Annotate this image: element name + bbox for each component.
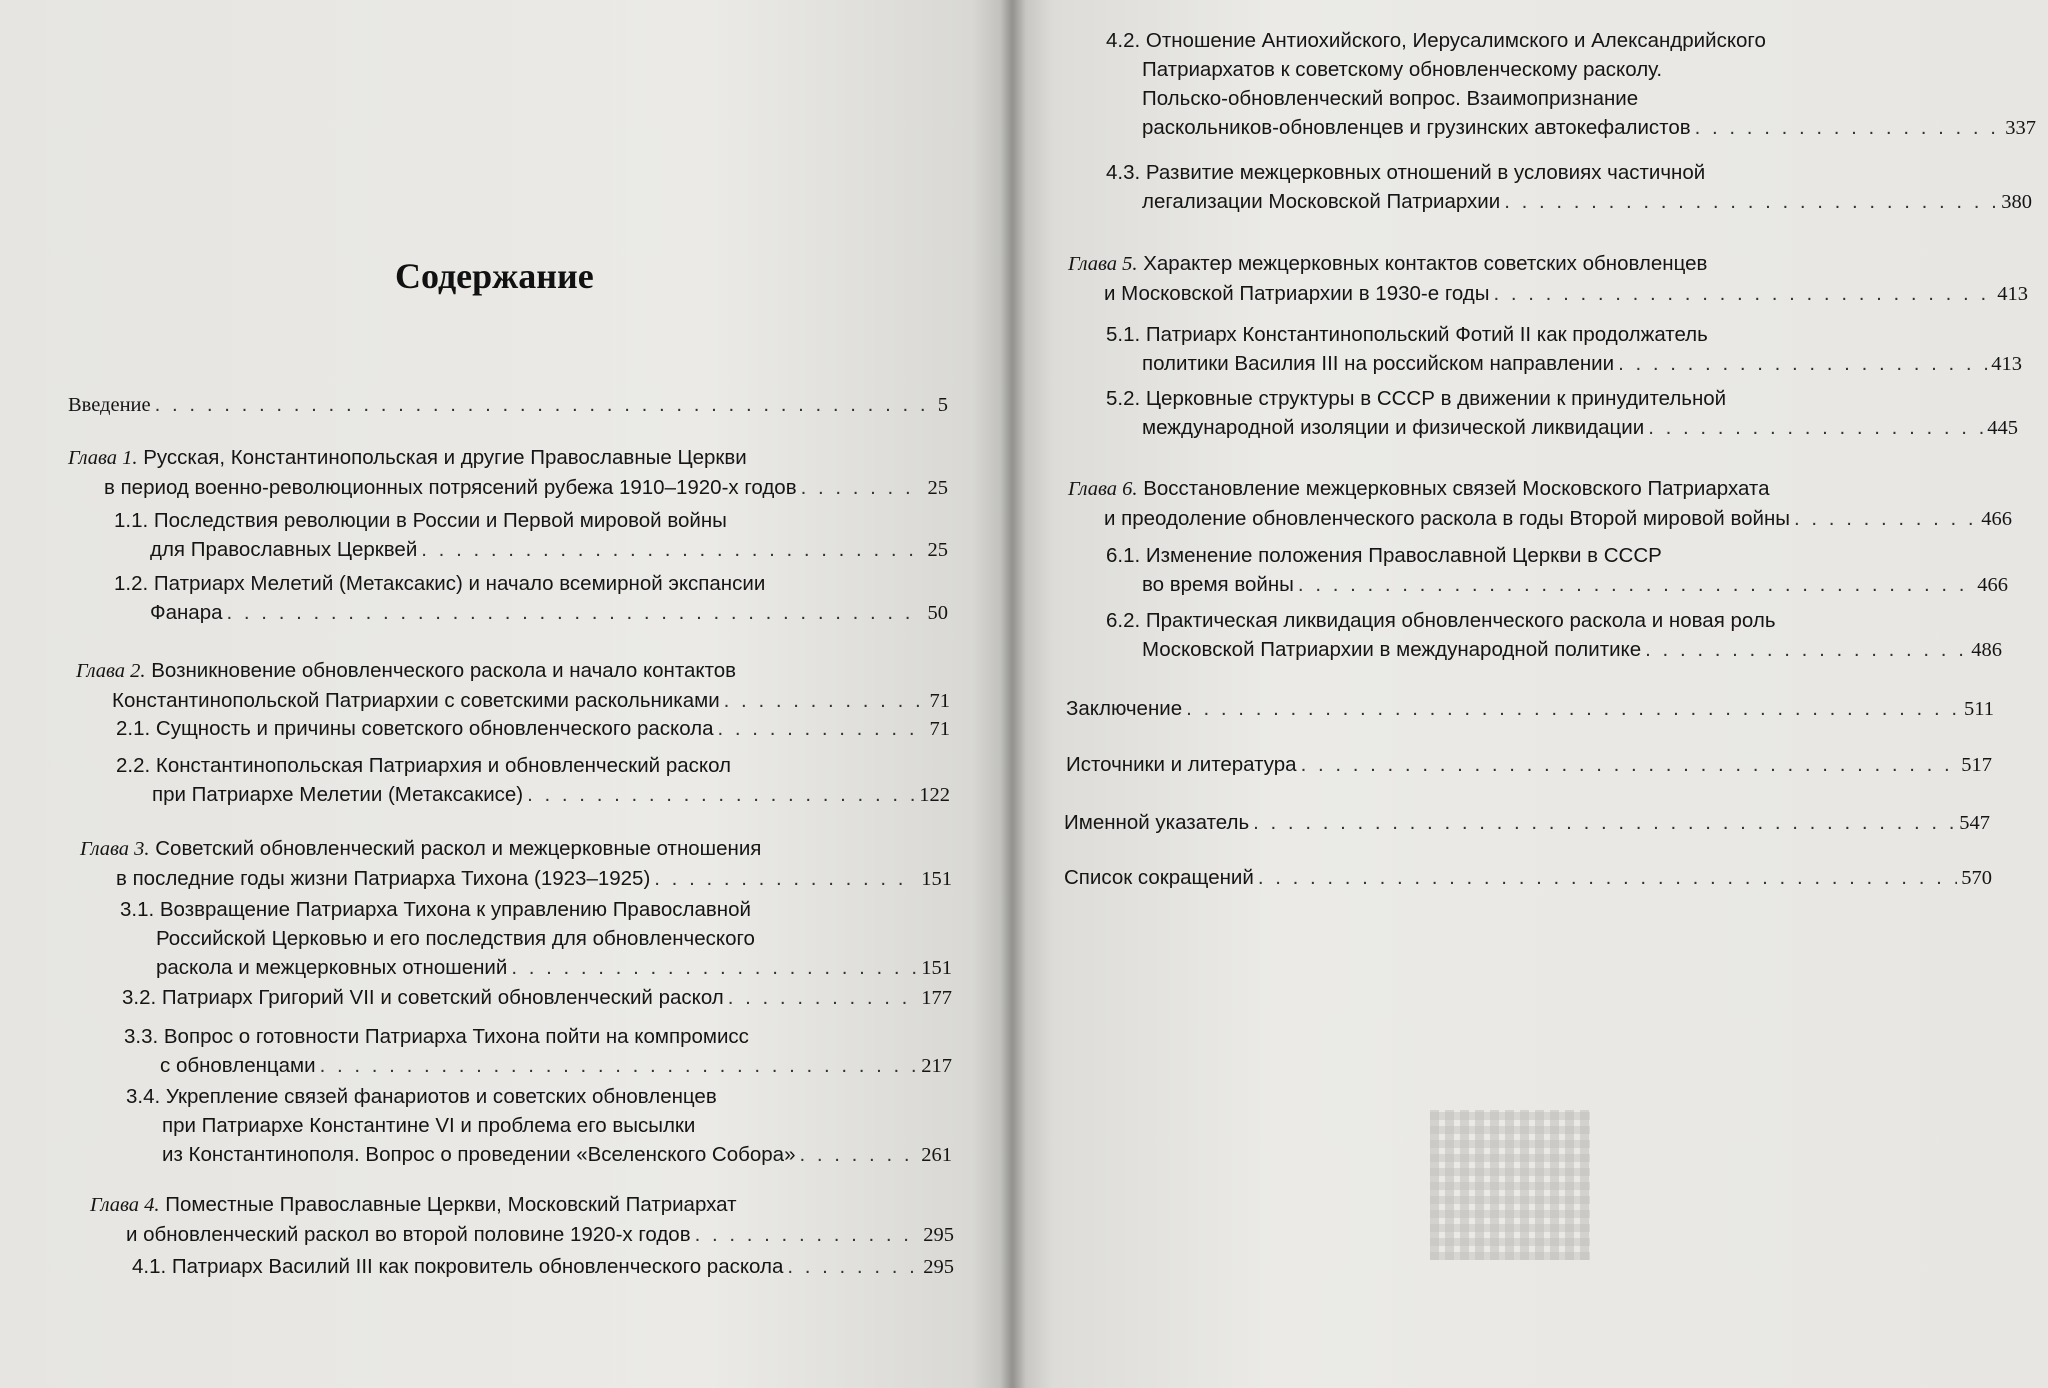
toc-entry-5-1: 5.1. Патриарх Константинопольский Фотий II как продолжатель политики Василия III на российском направлении . . . 413 [1106,320,2022,379]
toc-entry-sources: Источники и литература . . . 517 [1066,750,1992,780]
toc-entry-introduction: Введение . . . 5 [68,390,948,420]
toc-entry-chapter-3: Глава 3. Советский обновленческий раскол и межцерковные отношения в последние годы жизни Патриарха Тихона (1923–1925) . . . 151 [80,834,952,894]
toc-entry-6-2: 6.2. Практическая ликвидация обновленческого раскола и новая роль Московской Патриархии в международной политике . . . 486 [1106,606,2002,665]
toc-entry-4-2: 4.2. Отношение Антиохийского, Иерусалимского и Александрийского Патриархатов к советскому обновленческому расколу. Польско-обновленческий вопрос. Взаимопризнание раскольников-обновленцев и грузинских автокефалистов . . . 337 [1106,26,2036,143]
toc-entry-chapter-6: Глава 6. Восстановление межцерковных связей Московского Патриархата и преодоление обновленческого раскола в годы Второй мировой войны . . . 466 [1068,474,2012,534]
toc-entry-5-2: 5.2. Церковные структуры в СССР в движении к принудительной международной изоляции и физической ликвидации . . . 445 [1106,384,2018,443]
toc-entry-3-2: 3.2. Патриарх Григорий VII и советский обновленческий раскол . . . 177 [122,983,952,1013]
bleed-through-qr-code [1430,1110,1590,1260]
toc-entry-2-1: 2.1. Сущность и причины советского обновленческого раскола . . . 71 [116,714,950,744]
toc-entry-6-1: 6.1. Изменение положения Православной Церкви в СССР во время войны . . . 466 [1106,541,2008,600]
toc-entry-chapter-1: Глава 1. Русская, Константинопольская и другие Православные Церкви в период военно-революционных потрясений рубежа 1910–1920-х годов . . . 25 [68,443,948,503]
toc-entry-chapter-2: Глава 2. Возникновение обновленческого раскола и начало контактов Константинопольской Патриархии с советскими раскольниками . . . 71 [76,656,950,716]
toc-entry-abbreviations: Список сокращений . . . 570 [1064,863,1992,893]
toc-entry-chapter-4: Глава 4. Поместные Православные Церкви, Московский Патриархат и обновленческий раскол во второй половине 1920-х годов . . . 295 [90,1190,954,1250]
toc-entry-3-3: 3.3. Вопрос о готовности Патриарха Тихона пойти на компромисс с обновленцами . . . 217 [124,1022,952,1081]
toc-entry-conclusion: Заключение . . . 511 [1066,694,1994,724]
toc-entry-4-3: 4.3. Развитие межцерковных отношений в условиях частичной легализации Московской Патриархии . . . 380 [1106,158,2032,217]
toc-entry-name-index: Именной указатель . . . 547 [1064,808,1990,838]
toc-entry-4-1: 4.1. Патриарх Василий III как покровитель обновленческого раскола . . . 295 [132,1252,954,1282]
toc-entry-1-1: 1.1. Последствия революции в России и Первой мировой войны для Православных Церквей . . . 25 [114,506,948,565]
toc-entry-3-4: 3.4. Укрепление связей фанариотов и советских обновленцев при Патриархе Константине VI и проблема его высылки из Константинополя. Вопрос о проведении «Вселенского Собора» . . . 261 [126,1082,952,1170]
toc-entry-chapter-5: Глава 5. Характер межцерковных контактов советских обновленцев и Московской Патриархии в 1930-е годы . . . 413 [1068,249,2028,309]
toc-entry-2-2: 2.2. Константинопольская Патриархия и обновленческий раскол при Патриархе Мелетии (Метаксакисе) . . . 122 [116,751,950,810]
toc-entry-3-1: 3.1. Возвращение Патриарха Тихона к управлению Православной Российской Церковью и его последствия для обновленческого раскола и межцерковных отношений . . . 151 [120,895,952,983]
page-title: Содержание [395,256,594,296]
toc-entry-1-2: 1.2. Патриарх Мелетий (Метаксакис) и начало всемирной экспансии Фанара . . . 50 [114,569,948,628]
book-gutter [1000,0,1026,1388]
